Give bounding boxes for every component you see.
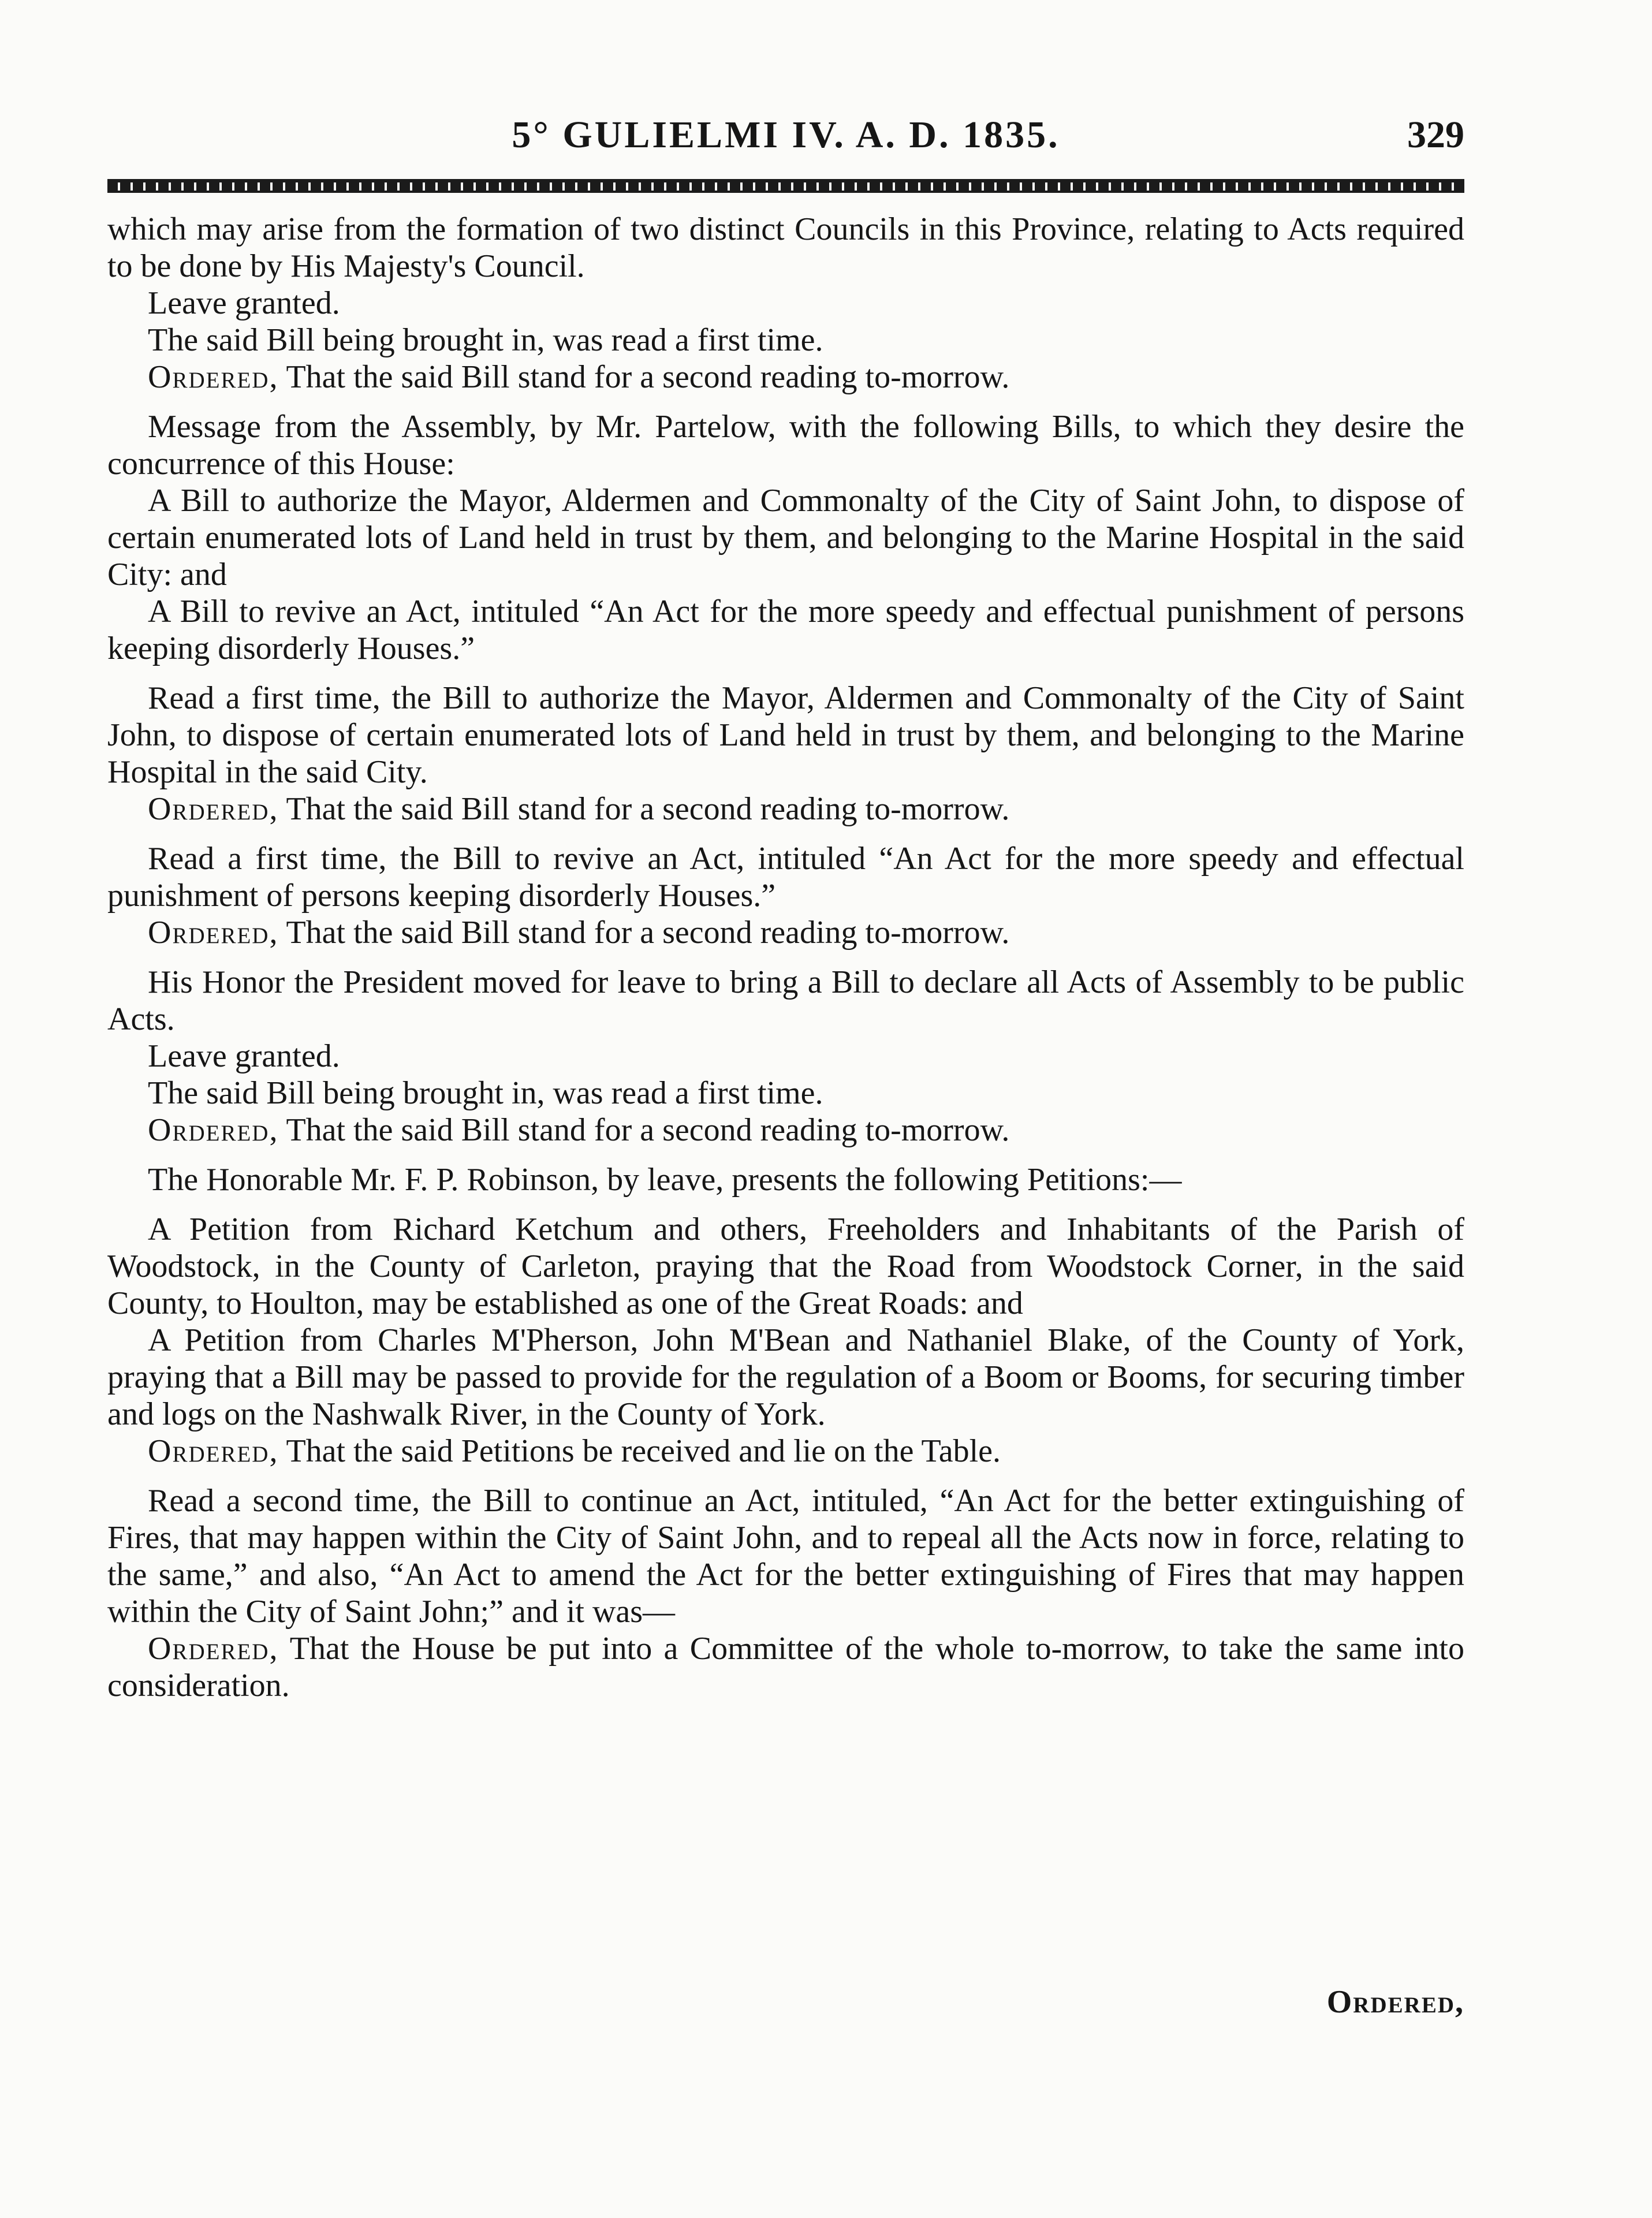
paragraph [107,322,1464,359]
paragraph [107,1433,1464,1470]
paragraph [107,211,1464,285]
journal-body [107,211,1464,1704]
paragraph-text: Read a second time, the Bill to continue an Act, intituled, “An Act for the better extinguishing of Fires, that may happen within the City of Saint John, and to repeal all the Acts now in force, relating to the same,” and also, “An Act to amend the Act for the better extinguishing of Fires that may happen within the City of Saint John;” and it was— [107,1483,1464,1630]
ordered-label: Ordered, [148,791,279,827]
paragraph-text: The Honorable Mr. F. P. Robinson, by leave, presents the following Petitions:— [148,1162,1182,1198]
ordered-label: Ordered, [148,1433,279,1469]
paragraph [107,1038,1464,1075]
paragraph-text: His Honor the President moved for leave to bring a Bill to declare all Acts of Assembly to be public Acts. [107,964,1464,1037]
paragraph-text: The said Bill being brought in, was read a first time. [148,322,823,358]
paragraph [107,285,1464,322]
paragraph [107,680,1464,791]
paragraph [107,1161,1464,1198]
paragraph-text: A Petition from Charles M'Pherson, John M'Bean and Nathaniel Blake, of the County of York, praying that a Bill may be passed to provide for the regulation of a Boom or Booms, for securing timber and logs on the Nashwalk River, in the County of York. [107,1322,1464,1432]
paragraph-text: Read a first time, the Bill to authorize the Mayor, Aldermen and Commonalty of the City of Saint John, to dispose of certain enumerated lots of Land held in trust by them, and belonging to the Marine Hospital in the said City. [107,680,1464,790]
paragraph-text: That the said Bill stand for a second reading to-morrow. [286,359,1010,395]
catchword: Ordered, [1326,1984,1464,2020]
paragraph [107,840,1464,914]
ordered-label: Ordered, [148,1631,279,1667]
paragraph-text: That the House be put into a Committee of the whole to-morrow, to take the same into consideration. [107,1631,1464,1703]
paragraph [107,593,1464,667]
paragraph [107,408,1464,482]
paragraph-text: Message from the Assembly, by Mr. Partelow, with the following Bills, to which they desire the concurrence of this House: [107,409,1464,482]
paragraph-text: which may arise from the formation of two distinct Councils in this Province, relating to Acts required to be done by His Majesty's Council. [107,211,1464,284]
page-header [107,113,1464,177]
paragraph [107,482,1464,593]
paragraph [107,359,1464,396]
paragraph-text: Read a first time, the Bill to revive an Act, intituled “An Act for the more speedy and effectual punishment of persons keeping disorderly Houses.” [107,841,1464,914]
page-number: 329 [1407,114,1464,156]
paragraph [107,791,1464,827]
paragraph [107,1630,1464,1704]
paragraph-text: A Bill to authorize the Mayor, Aldermen and Commonalty of the City of Saint John, to dispose of certain enumerated lots of Land held in trust by them, and belonging to the Marine Hospital in the said City: and [107,483,1464,592]
paragraph [107,1112,1464,1149]
paragraph-text: Leave granted. [148,285,340,321]
paragraph [107,1075,1464,1112]
paragraph [107,914,1464,951]
paragraph [107,964,1464,1038]
paragraph [107,1482,1464,1630]
running-title: 5° GULIELMI IV. A. D. 1835. [512,114,1060,156]
paragraph [107,1211,1464,1322]
paragraph [107,1322,1464,1433]
ordered-label: Ordered, [148,1112,279,1148]
paragraph-text: That the said Bill stand for a second reading to-morrow. [286,915,1010,950]
paragraph-text: That the said Bill stand for a second reading to-morrow. [286,791,1010,827]
paragraph-text: The said Bill being brought in, was read a first time. [148,1075,823,1111]
paragraph-text: That the said Petitions be received and lie on the Table. [286,1433,1001,1469]
paragraph-text: A Petition from Richard Ketchum and others, Freeholders and Inhabitants of the Parish of Woodstock, in the County of Carleton, praying that the Road from Woodstock Corner, in the said County, to Houlton, may be established as one of the Great Roads: and [107,1211,1464,1321]
paragraph-text: That the said Bill stand for a second reading to-morrow. [286,1112,1010,1148]
header-rule [107,179,1464,193]
ordered-label: Ordered, [148,359,279,395]
paragraph-text: A Bill to revive an Act, intituled “An Act for the more speedy and effectual punishment of persons keeping disorderly Houses.” [107,594,1464,666]
ordered-label: Ordered, [148,915,279,950]
paragraph-text: Leave granted. [148,1038,340,1074]
